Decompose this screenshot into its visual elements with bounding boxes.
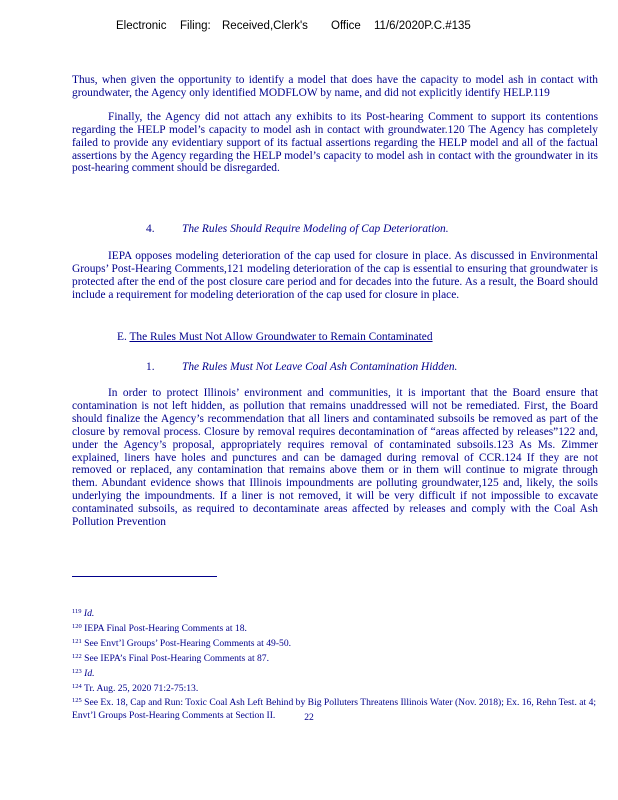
heading-e [117,331,433,343]
paragraph-1: Thus, when given the opportunity to identify a model that does have the capacity to model ash in contact with groundwater, the Agency only identified MODFLOW by name, and did not explicitly identify HELP.119 [72,74,598,99]
heading-4-number: 4. [146,223,155,235]
header-received-clerks: Received,Clerk's [222,20,308,32]
paragraph-4: In order to protect Illinois’ environment and communities, it is important that the Board ensure that contamination is not left hidden, as pollution that remains unaddressed will not be remediated. First, the Board should finalize the Agency’s recommendation that all liners and contaminated subsoils be removed as part of the closure by removal process. Closure by removal requires decontamination of “areas affected by releases”122 and, under the Agency’s proposal, appropriately requires removal of contaminated subsoils.123 As Ms. Zimmer explained, liners have holes and punctures and can be damaged during removal of CCR.124 If they are not removed or replaced, any contamination that remains above them or in them will continue to migrate through them. Abundant evidence shows that Illinois impoundments are polluting groundwater,125 and, likely, the soils underlying the impoundments. If a liner is not removed, it will be very difficult if not impossible to excavate contaminated subsoils, as required to decontaminate areas affected by releases and comply with the Coal Ash Pollution Prevention [72,387,598,529]
footnote: $^{125}$ See Ex. 18, Cap and Run: Toxic Coal Ash Left Behind by Big Polluters Threatens Illinois Water (Nov. 2018); Ex. 16, Rehn Test. at 4; Envt’l Groups Post-Hearing Comments at Section II. [72,697,597,722]
header-filing: Filing: [180,20,211,32]
body-block-2 [72,250,598,302]
page-number: 22 [304,712,314,723]
footnote: $^{124}$ Tr. Aug. 25, 2020 71:2-75:13. [72,682,199,694]
body-block-3 [72,387,598,529]
heading-4-title: The Rules Should Require Modeling of Cap Deterioration. [182,223,449,235]
heading-e-letter: E. [117,331,127,343]
footnote: $^{123}$ Id. [72,667,95,679]
footnote: $^{120}$ IEPA Final Post-Hearing Comments at 18. [72,622,247,634]
body-block-1 [72,74,598,175]
header-electronic: Electronic [116,20,167,32]
heading-1-number: 1. [146,361,155,373]
paragraph-3: IEPA opposes modeling deterioration of the cap used for closure in place. As discussed in Environmental Groups’ Post-Hearing Comments,121 modeling deterioration of the cap is essential to ensuring that groundwater is protected after the end of the post closure care period and for decades into the future. As a result, the Board should include a requirement for modeling deterioration of the cap used for closure in place. [72,250,598,301]
heading-1-title: The Rules Must Not Leave Coal Ash Contamination Hidden. [182,361,458,373]
paragraph-2: Finally, the Agency did not attach any exhibits to its Post-hearing Comment to support its contentions regarding the HELP model’s capacity to model ash in contact with groundwater.120 The Agency has completely failed to provide any evidentiary support of its factual assertions regarding the HELP model and all of the factual assertions by the Agency regarding the HELP model’s capacity to model ash in contact with the groundwater in its post-hearing comment should be disregarded. [72,110,598,175]
footnotes [72,606,598,723]
footnote-separator [72,576,217,577]
header-date-pc: 11/6/2020P.C.#135 [374,20,471,32]
footnote: $^{121}$ See Envt’l Groups’ Post-Hearing Comments at 49-50. [72,637,292,649]
heading-e-title: The Rules Must Not Allow Groundwater to Remain Contaminated [129,331,433,343]
header-office: Office [331,20,361,32]
footnote: $^{122}$ See IEPA’s Final Post-Hearing Comments at 87. [72,652,270,664]
footnote: $^{119}$ Id. [72,608,95,619]
